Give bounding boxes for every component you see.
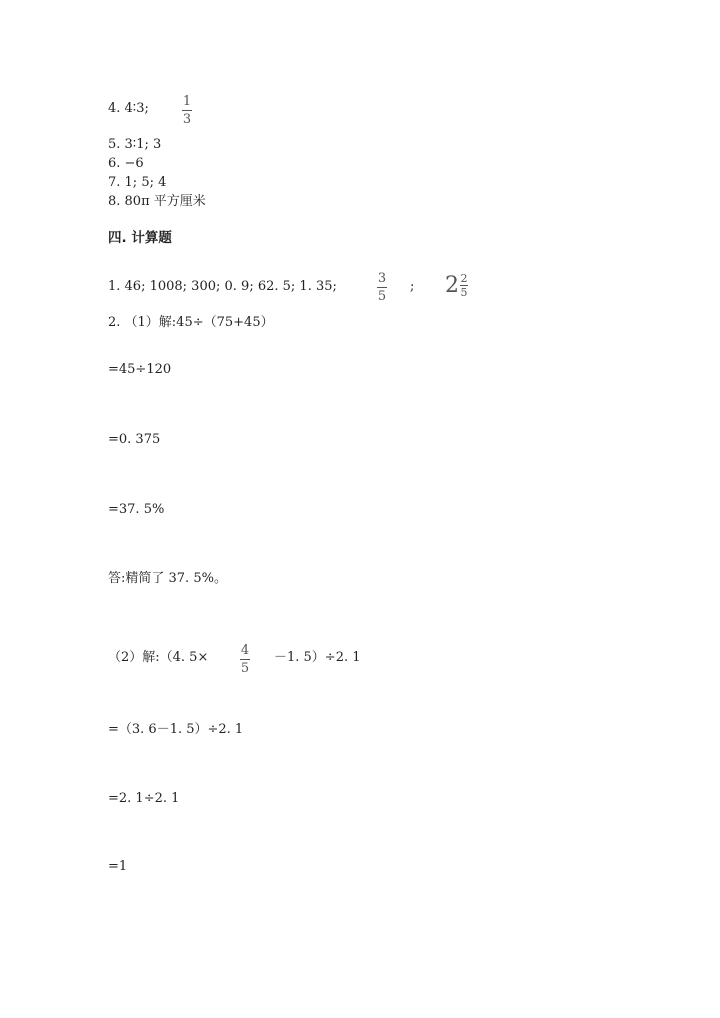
section-title: 四. 计算题 (108, 230, 172, 246)
fraction-numerator: 3 (377, 271, 387, 286)
fraction-numerator: 4 (240, 643, 250, 658)
fraction-three-fifths (377, 272, 387, 303)
calc-2-part-1-answer: 答:精简了 37. 5%。 (108, 571, 227, 586)
calc-2-part-1-line-1: 2. （1）解:45÷（75+45） (108, 315, 274, 330)
fraction-four-fifths (240, 644, 250, 675)
answer-8: 8. 80π 平方厘米 (108, 194, 206, 209)
fraction-denominator: 3 (182, 112, 192, 127)
calc-2-part-1-line-4: =37. 5% (108, 502, 165, 517)
fraction-bar (377, 287, 387, 288)
fraction-denominator: 5 (460, 286, 468, 299)
calc-2-part-2-line-1-start: （2）解:（4. 5× (108, 650, 209, 665)
mixed-fraction (460, 273, 468, 298)
calc-2-part-2-line-4: =1 (108, 859, 128, 874)
calc-2-part-1-line-3: =0. 375 (108, 432, 161, 447)
answer-7: 7. 1; 5; 4 (108, 175, 167, 190)
fraction-denominator: 5 (377, 289, 387, 304)
fraction-numerator: 1 (182, 94, 192, 109)
separator: ; (410, 279, 415, 294)
calc-2-part-2-line-3: =2. 1÷2. 1 (108, 791, 180, 806)
mixed-number-two-and-two-fifths (445, 273, 468, 298)
mixed-whole: 2 (445, 273, 459, 298)
fraction-bar (240, 659, 250, 660)
fraction-bar (182, 110, 192, 111)
answer-4: 4. 4∶3; (108, 101, 149, 116)
fraction-one-third (182, 95, 192, 126)
calc-2-part-2-line-1-end: －1. 5）÷2. 1 (274, 650, 361, 665)
calc-2-part-1-line-2: =45÷120 (108, 362, 172, 377)
fraction-numerator: 2 (460, 272, 468, 285)
calc-2-part-2-line-2: =（3. 6－1. 5）÷2. 1 (108, 722, 244, 737)
fraction-denominator: 5 (240, 661, 250, 676)
calc-1-answers: 1. 46; 1008; 300; 0. 9; 62. 5; 1. 35; (108, 279, 337, 294)
answer-6: 6. −6 (108, 156, 144, 171)
answer-5: 5. 3∶1; 3 (108, 137, 162, 152)
